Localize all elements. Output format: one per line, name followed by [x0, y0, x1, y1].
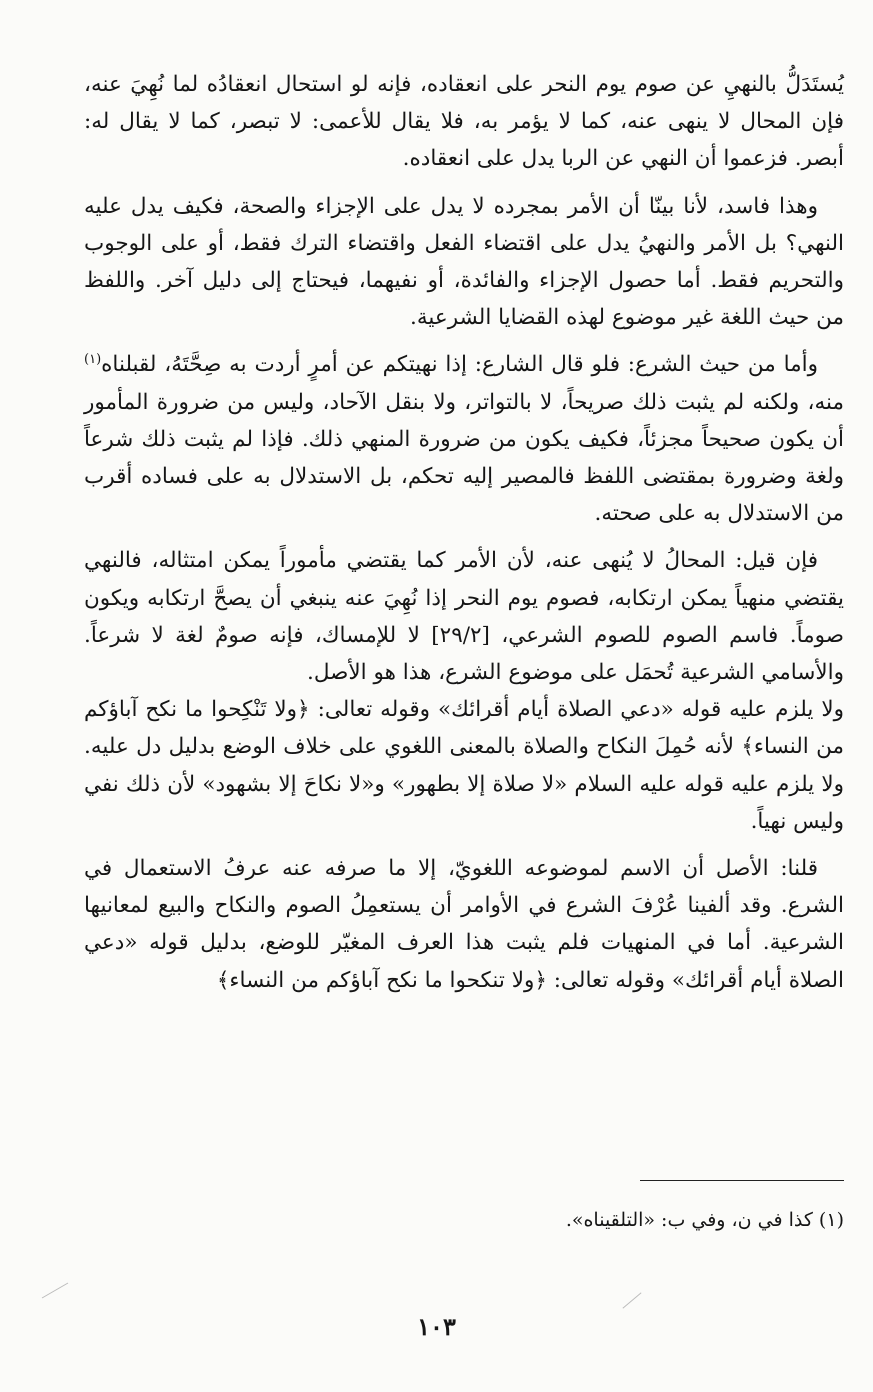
paragraph-3: [84, 346, 844, 532]
paragraph-4: فإن قيل: المحالُ لا يُنهى عنه، لأن الأمر كما يقتضي مأموراً يمكن امتثاله، فالنهي يقتضي منهياً يمكن ارتكابه، فصوم يوم النحر إذا نُهِيَ عنه ينبغي أن يصحَّ ارتكابه ويكون صوماً. فاسم الصوم للصوم الشرعي، [٢٩/٢] لا للإمساك، فإنه صومٌ لغة لا شرعاً. والأسامي الشرعية تُحمَل على موضوع الشرع، هذا هو الأصل.: [84, 548, 844, 686]
paragraph-2: وهذا فاسد، لأنا بينّا أن الأمر بمجرده لا يدل على الإجزاء والصحة، فكيف يدل عليه النهي؟ بل الأمر والنهيُ يدل على اقتضاء الفعل واقتضاء الترك فقط، أو على الوجوب والتحريم فقط. أما حصول الإجزاء والفائدة، أو نفيهما، فيحتاج إلى دليل آخر. واللفظ من حيث اللغة غير موضوع لهذه القضايا الشرعية.: [84, 193, 844, 331]
paragraph-6: قلنا: الأصل أن الاسم لموضوعه اللغويّ، إلا ما صرفه عنه عرفُ الاستعمال في الشرع. وقد ألفينا عُرْفَ الشرع في الأوامر أن يستعمِلُ الصوم والنكاح والبيع لمعانيها الشرعية. أما في المنهيات فلم يثبت هذا العرف المغيّر للوضع، بدليل قوله «دعي الصلاة أيام أقرائك» وقوله تعالى: ﴿ولا تنكحوا ما نكح آباؤكم من النساء﴾: [84, 856, 844, 993]
footnote-divider: [640, 1180, 844, 1181]
paragraph-3-rest: منه، ولكنه لم يثبت ذلك صريحاً، لا بالتواتر، ولا بنقل الآحاد، وليس من ضرورة المأمور أن يكون صحيحاً مجزئاً، فكيف يكون من ضرورة المنهي ذلك. فإذا لم يثبت ذلك شرعاً ولغة وضرورة بمقتضى اللفظ فالمصير إليه تحكم، بل الاستدلال به على فساده أقرب من الاستدلال به على صحته.: [84, 389, 844, 527]
footnote-marker: (١): [84, 352, 102, 368]
scan-speck: [42, 1283, 68, 1299]
scan-speck: [622, 1292, 641, 1308]
paragraph-3-lead: وأما من حيث الشرع: فلو قال الشارع: إذا نهيتكم عن أمرٍ أردت به صِحَّتَهُ، لقبلناه: [101, 352, 818, 378]
paragraph-5: ولا يلزم عليه قوله «دعي الصلاة أيام أقرائك» وقوله تعالى: ﴿ولا تَنْكِحوا ما نكح آباؤكم من النساء﴾ لأنه حُمِلَ النكاح والصلاة بالمعنى اللغوي على خلاف الوضع بدليل دل عليه. ولا يلزم عليه قوله عليه السلام «لا صلاة إلا بطهور» و«لا نكاحَ إلا بشهود» لأن ذلك نفي وليس نهياً.: [84, 697, 844, 834]
main-text: [84, 66, 844, 1009]
footnote: (١) كذا في ن، وفي ب: «التلقيناه».: [565, 1209, 844, 1231]
page-number: ١٠٣: [417, 1312, 456, 1341]
paragraph-1: يُستَدَلُّ بالنهيِ عن صوم يوم النحر على انعقاده، فإنه لو استحال انعقادُه لما نُهِيَ عنه، فإن المحال لا ينهى عنه، كما لا يؤمر به، فلا يقال للأعمى: لا تبصر، كما لا يقال له: أبصر. فزعموا أن النهي عن الربا يدل على انعقاده.: [84, 72, 844, 172]
